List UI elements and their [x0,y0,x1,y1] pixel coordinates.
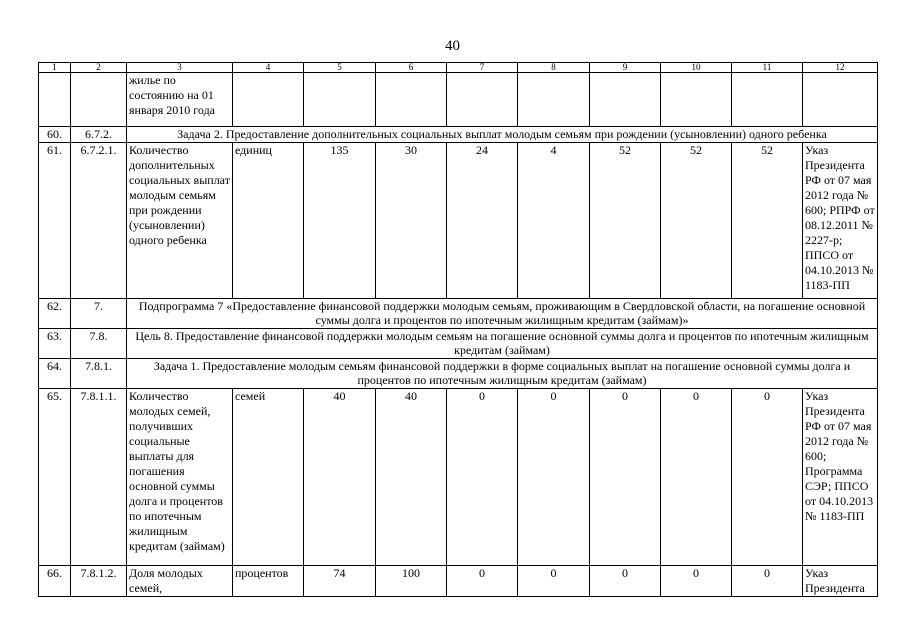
table-row [39,359,878,389]
table-body [39,63,878,597]
table-row [39,299,878,329]
value-cell: 4 [518,143,590,299]
page-number: 40 [445,38,460,54]
indicator-name-cell: Количество молодых семей, получивших социальные выплаты для погашения основной суммы долга и процентов по ипотечным жилищным кредитам (займам) [127,389,233,566]
indicator-code-cell: 7.8.1.1. [71,389,127,566]
value-cell: 0 [732,389,803,566]
indicators-table [38,62,878,597]
value-cell [304,73,376,127]
value-cell: 52 [661,143,732,299]
indicator-code-cell: 7.8.1. [71,359,127,389]
value-cell: 24 [447,143,518,299]
value-cell: 0 [447,389,518,566]
row-number-cell: 64. [39,359,71,389]
indicator-code-cell: 6.7.2.1. [71,143,127,299]
value-cell: 74 [304,566,376,597]
legal-basis-cell: Указ Президента [803,566,878,597]
row-number-cell: 62. [39,299,71,329]
column-number-cell: 4 [233,63,304,73]
value-cell [661,73,732,127]
row-number-cell: 63. [39,329,71,359]
unit-cell: единиц [233,143,304,299]
table-row [39,329,878,359]
value-cell: 0 [732,566,803,597]
unit-cell [233,73,304,127]
indicator-name-cell: жилье по состоянию на 01 января 2010 года [127,73,233,127]
table-row [39,127,878,143]
section-title-cell: Задача 2. Предоставление дополнительных социальных выплат молодым семьям при рождении (усыновлении) одного ребенка [127,127,878,143]
legal-basis-cell: Указ Президента РФ от 07 мая 2012 года № 600; РПРФ от 08.12.2011 № 2227-р; ППСО от 04.10.2013 № 1183-ПП [803,143,878,299]
column-number-cell: 9 [590,63,661,73]
value-cell: 0 [518,566,590,597]
value-cell: 0 [447,566,518,597]
table-row [39,566,878,597]
column-number-cell: 2 [71,63,127,73]
row-number-cell: 61. [39,143,71,299]
value-cell [518,73,590,127]
value-cell: 0 [661,389,732,566]
column-number-cell: 1 [39,63,71,73]
indicator-code-cell: 7.8.1.2. [71,566,127,597]
value-cell: 40 [304,389,376,566]
unit-cell: процентов [233,566,304,597]
section-title-cell: Задача 1. Предоставление молодым семьям финансовой поддержки в форме социальных выплат на погашение основной суммы долга и процентов по ипотечным жилищным кредитам (займам) [127,359,878,389]
unit-cell: семей [233,389,304,566]
column-number-row [39,63,878,73]
indicator-name-cell: Количество дополнительных социальных выплат молодым семьям при рождении (усыновлении) одного ребенка [127,143,233,299]
value-cell: 0 [518,389,590,566]
value-cell: 0 [590,566,661,597]
section-title-cell: Подпрограмма 7 «Предоставление финансовой поддержки молодым семьям, проживающим в Свердловской области, на погашение основной суммы долга и процентов по ипотечным жилищным кредитам (займам)» [127,299,878,329]
value-cell: 52 [590,143,661,299]
column-number-cell: 12 [803,63,878,73]
table-row [39,143,878,299]
row-number-cell: 65. [39,389,71,566]
value-cell: 0 [661,566,732,597]
column-number-cell: 5 [304,63,376,73]
value-cell: 0 [590,389,661,566]
table-row [39,389,878,566]
value-cell [590,73,661,127]
value-cell: 40 [376,389,447,566]
table-row [39,73,878,127]
legal-basis-cell: Указ Президента РФ от 07 мая 2012 года № 600; Программа СЭР; ППСО от 04.10.2013 № 1183-ПП [803,389,878,566]
indicator-code-cell: 7. [71,299,127,329]
indicator-code-cell [71,73,127,127]
column-number-cell: 11 [732,63,803,73]
column-number-cell: 6 [376,63,447,73]
value-cell [447,73,518,127]
section-title-cell: Цель 8. Предоставление финансовой поддержки молодым семьям на погашение основной суммы долга и процентов по ипотечным жилищным кредитам (займам) [127,329,878,359]
column-number-cell: 3 [127,63,233,73]
value-cell [376,73,447,127]
indicator-code-cell: 7.8. [71,329,127,359]
column-number-cell: 10 [661,63,732,73]
row-number-cell: 66. [39,566,71,597]
column-number-cell: 8 [518,63,590,73]
value-cell: 100 [376,566,447,597]
value-cell: 30 [376,143,447,299]
value-cell: 52 [732,143,803,299]
indicator-code-cell: 6.7.2. [71,127,127,143]
value-cell [732,73,803,127]
legal-basis-cell [803,73,878,127]
column-number-cell: 7 [447,63,518,73]
value-cell: 135 [304,143,376,299]
row-number-cell [39,73,71,127]
row-number-cell: 60. [39,127,71,143]
indicator-name-cell: Доля молодых семей, [127,566,233,597]
